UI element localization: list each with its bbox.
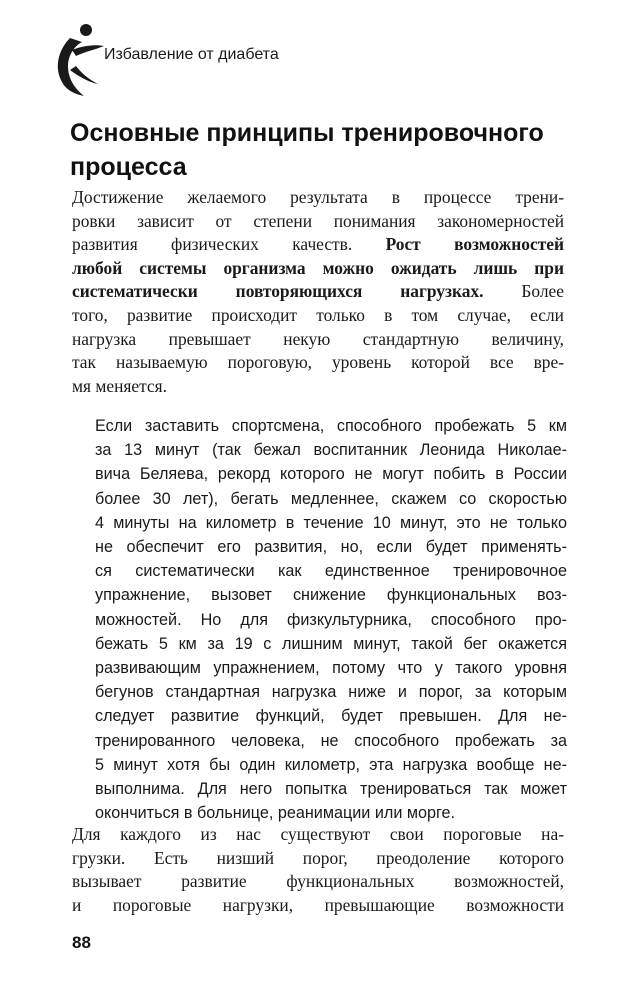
example-line: более 30 лет), бегать медленнее, скажем со скоростью bbox=[95, 489, 567, 508]
paragraph-line: Достижение желаемого результата в процессе трени- bbox=[72, 187, 564, 207]
emphasis-text: любой системы организма можно ожидать лишь при bbox=[72, 257, 564, 278]
paragraph-line: грузки. Есть низший порог, преодоление которого bbox=[72, 847, 564, 868]
example-line: можностей. Но для физкультурника, способного про- bbox=[95, 610, 567, 629]
emphasis-text: Рост возможностей bbox=[385, 234, 564, 255]
example-line: вича Беляева, рекорд которого не могут побить в России bbox=[95, 465, 567, 484]
paragraph-line: и пороговые нагрузки, превышающие возможности bbox=[72, 894, 564, 915]
example-line: следует развитие функций, будет превышен. Для не- bbox=[95, 707, 567, 726]
section-title bbox=[70, 116, 570, 184]
paragraph-line: того, развитие происходит только в том случае, если bbox=[72, 304, 564, 325]
paragraph-line bbox=[72, 280, 564, 304]
paragraph-line: мя меняется. bbox=[72, 375, 167, 396]
running-header bbox=[48, 20, 448, 100]
emphasis-text: систематически повторяющихся нагрузках. bbox=[72, 281, 484, 302]
closing-paragraph bbox=[72, 823, 564, 917]
chapter-title: Избавление от диабета bbox=[104, 46, 279, 63]
paragraph-line: Для каждого из нас существуют свои пороговые на- bbox=[72, 824, 564, 844]
paragraph-line bbox=[72, 257, 564, 281]
page-number: 88 bbox=[72, 933, 91, 952]
example-line: 4 минуты на километр в течение 10 минут, это не только bbox=[95, 513, 567, 532]
paragraph-line: так называемую пороговую, уровень которой все вре- bbox=[72, 352, 564, 373]
example-line: Если заставить спортсмена, способного пробежать 5 км bbox=[95, 417, 567, 435]
example-line: упражнение, вызовет снижение функциональных воз- bbox=[95, 586, 567, 605]
section-title-line: процесса bbox=[70, 153, 187, 181]
intro-paragraph bbox=[72, 186, 564, 398]
paragraph-text: развития физических качеств. bbox=[72, 234, 386, 255]
example-line: окончиться в больнице, реанимации или морге. bbox=[95, 804, 456, 823]
paragraph-line bbox=[72, 233, 564, 257]
section-title-line: Основные принципы тренировочного bbox=[70, 119, 544, 147]
example-line: ся систематически как единственное тренировочное bbox=[95, 562, 567, 581]
paragraph-line: ровки зависит от степени понимания закономерностей bbox=[72, 210, 564, 231]
example-block bbox=[95, 414, 567, 825]
running-figure-icon bbox=[48, 20, 108, 98]
example-line: выполнима. Для него попытка тренироваться так может bbox=[95, 780, 567, 799]
paragraph-text: Более bbox=[483, 281, 564, 302]
example-line: не обеспечит его развития, но, если будет применять- bbox=[95, 538, 567, 557]
example-line: 5 минут хотя бы один километр, эта нагрузка вообще не- bbox=[95, 755, 567, 774]
example-line: тренированного человека, не способного пробежать за bbox=[95, 731, 567, 750]
example-line: бежать 5 км за 19 с лишним минут, такой бег окажется bbox=[95, 634, 567, 653]
example-line: бегунов стандартная нагрузка ниже и порог, за которым bbox=[95, 683, 567, 702]
paragraph-line: вызывает развитие функциональных возможностей, bbox=[72, 871, 564, 892]
example-line: развивающим упражнением, потому что у такого уровня bbox=[95, 659, 567, 678]
example-line: за 13 минут (так бежал воспитанник Леонида Николае- bbox=[95, 441, 567, 460]
paragraph-line: нагрузка превышает некую стандартную величину, bbox=[72, 328, 564, 349]
